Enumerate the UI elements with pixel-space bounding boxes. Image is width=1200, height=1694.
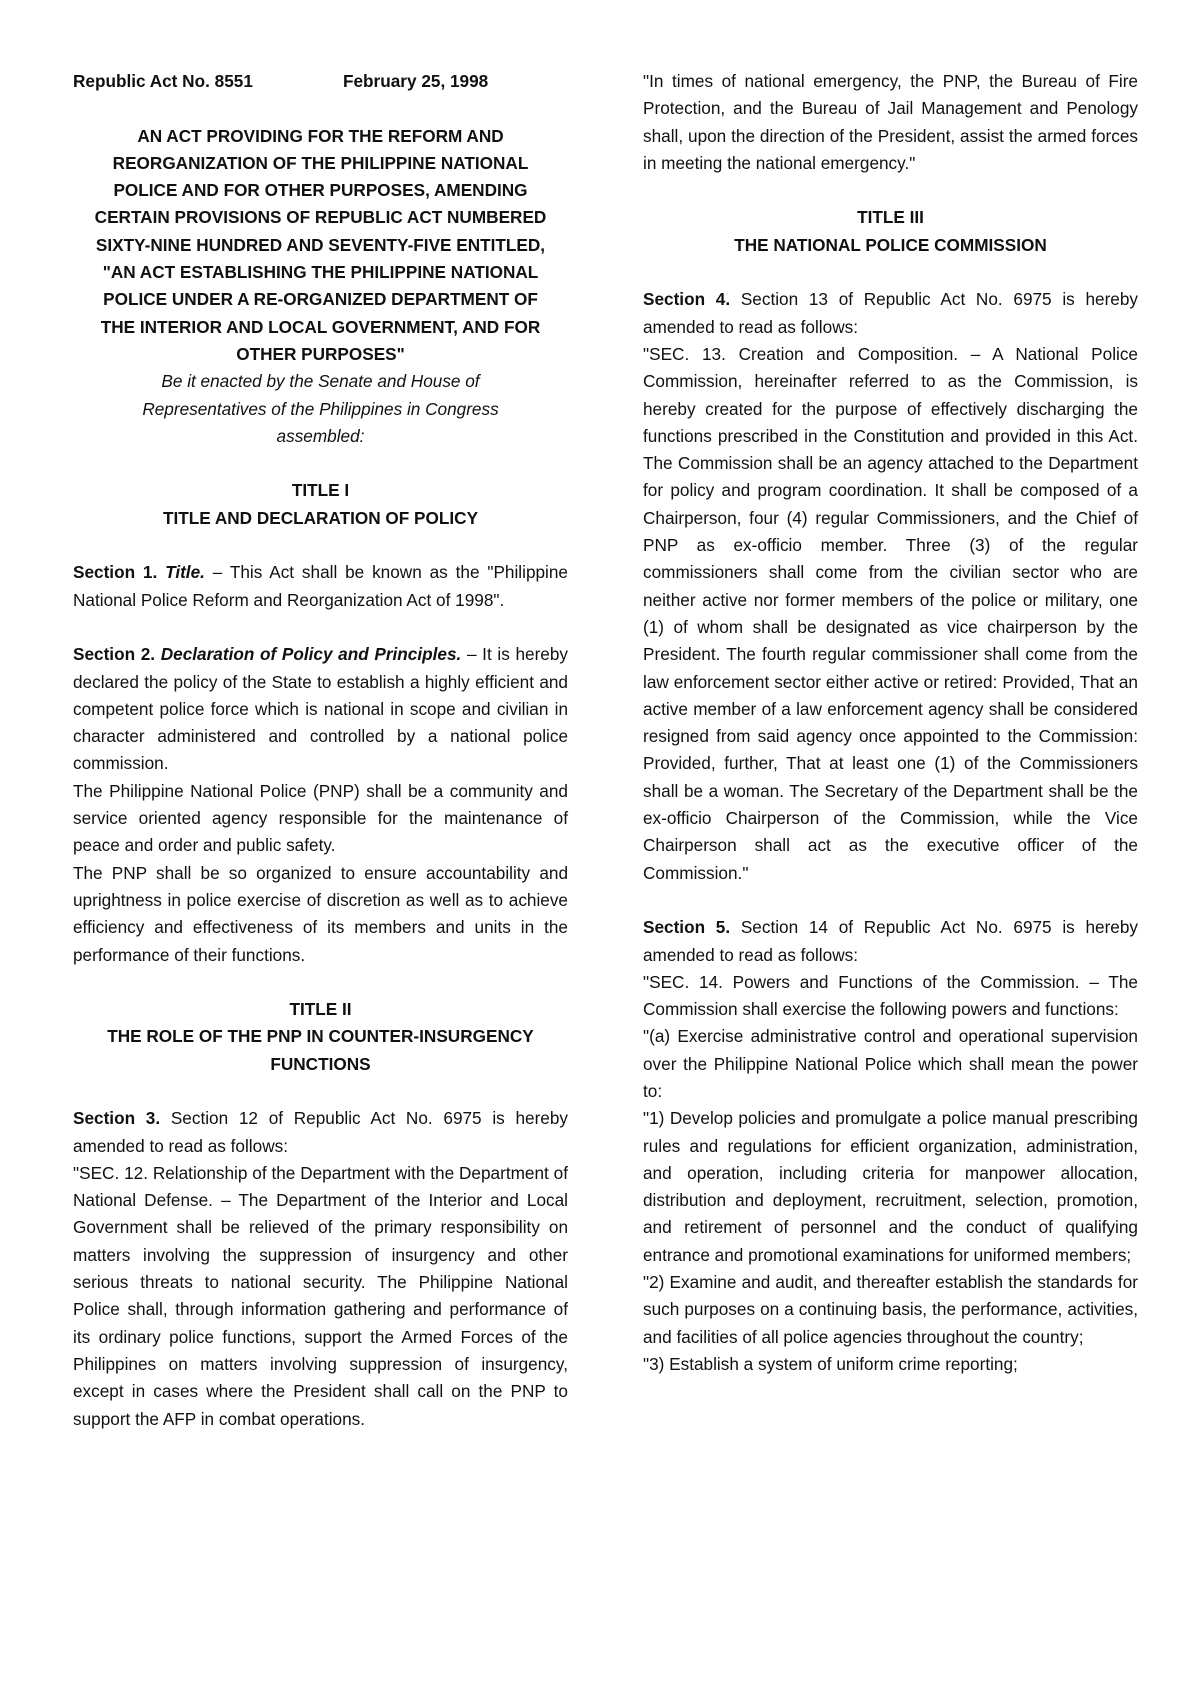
title-1-heading	[73, 477, 568, 532]
document-header	[73, 68, 568, 95]
section-label: Section 2.	[73, 644, 156, 665]
act-title	[73, 123, 568, 369]
left-column	[73, 68, 568, 1433]
section-4-quote: "SEC. 13. Creation and Composition. – A National Police Commission, hereinafter referred to as the Commission, is hereby created for the purpose of effectively discharging the functions prescribed in the Constitution and provided in this Act. The Commission shall be an agency attached to the Department for policy and program coordination. It shall be composed of a Chairperson, four (4) regular Commissioners, and the Chief of PNP as ex-officio member. Three (3) of the regular commissioners shall come from the civilian sector who are neither active nor former members of the police or military, one (1) of whom shall be designated as vice chairperson by the President. The fourth regular commissioner shall come from the law enforcement sector either active or retired: Provided, That an active member of a law enforcement agency shall be considered resigned from said agency once appointed to the Commission: Provided, further, That at least one (1) of the Commissioners shall be a woman. The Secretary of the Department shall be the ex-officio Chairperson of the Commission, while the Vice Chairperson shall act as the executive officer of the Commission."	[643, 343, 1138, 883]
title-name: TITLE AND DECLARATION OF POLICY	[162, 507, 479, 528]
section-5-quote: "SEC. 14. Powers and Functions of the Commission. – The Commission shall exercise the following powers and functions:	[643, 971, 1138, 1020]
section-2-paragraph: The Philippine National Police (PNP) shall be a community and service oriented agency responsible for the maintenance of peace and order and public safety.	[73, 780, 568, 856]
act-title-line: THE INTERIOR AND LOCAL GOVERNMENT, AND FOR	[100, 316, 541, 337]
title-name: THE ROLE OF THE PNP IN COUNTER-INSURGENCY	[107, 1026, 534, 1047]
title-3-heading	[643, 204, 1138, 259]
act-title-line: POLICE AND FOR OTHER PURPOSES, AMENDING	[113, 180, 528, 201]
section-label: Section 4.	[643, 289, 731, 310]
act-title-line: CERTAIN PROVISIONS OF REPUBLIC ACT NUMBERED	[94, 207, 547, 228]
act-title-line: "AN ACT ESTABLISHING THE PHILIPPINE NATIONAL	[102, 262, 539, 283]
section-5-item-3: "3) Establish a system of uniform crime reporting;	[643, 1353, 1018, 1374]
act-title-line: OTHER PURPOSES"	[236, 343, 405, 364]
enacting-clause-line: Representatives of the Philippines in Congress	[142, 398, 499, 419]
enacting-clause	[73, 368, 568, 450]
title-number: TITLE III	[857, 207, 924, 228]
section-text: Section 12 of Republic Act No. 6975 is hereby amended to read as follows:	[73, 1108, 569, 1156]
title-number: TITLE I	[291, 480, 350, 501]
act-date: February 25, 1998	[343, 71, 489, 91]
section-3-quote: "SEC. 12. Relationship of the Department with the Department of National Defense. – The Department of the Interior and Local Government shall be relieved of the primary responsibility on matters involving the suppression of insurgency and other serious threats to national security. The Philippine National Police shall, through information gathering and performance of its ordinary police functions, support the Armed Forces of the Philippines on matters involving suppression of insurgency, except in cases where the President shall call on the PNP to support the AFP in combat operations.	[73, 1162, 568, 1429]
act-title-line: POLICE UNDER A RE-ORGANIZED DEPARTMENT OF	[103, 289, 538, 310]
section-5-item-2: "2) Examine and audit, and thereafter establish the standards for such purposes on a continuing basis, the performance, activities, and facilities of all police agencies throughout the country;	[643, 1272, 1138, 1347]
section-5-item-1: "1) Develop policies and promulgate a police manual prescribing rules and regulations for efficient organization, administration, and operation, including criteria for manpower allocation, distribution and deployment, recruitment, selection, promotion, and retirement of personnel and the conduct of qualifying entrance and promotional examinations for uniformed members;	[643, 1108, 1138, 1265]
section-5-item-a: "(a) Exercise administrative control and operational supervision over the Philippine National Police which shall mean the power to:	[643, 1026, 1138, 1101]
section-label: Section 1.	[73, 562, 158, 583]
section-text: – This Act shall be known as the "Philippine National Police Reform and Reorganization Act of 1998".	[73, 562, 568, 610]
act-title-line: SIXTY-NINE HUNDRED AND SEVENTY-FIVE ENTITLED,	[95, 234, 546, 255]
section-5	[643, 914, 1138, 969]
section-4	[643, 286, 1138, 341]
act-number: Republic Act No. 8551	[73, 71, 253, 91]
section-text: Section 14 of Republic Act No. 6975 is hereby amended to read as follows:	[643, 917, 1139, 965]
section-label: Section 3.	[73, 1108, 161, 1129]
title-2-heading	[73, 996, 568, 1078]
act-title-line: REORGANIZATION OF THE PHILIPPINE NATIONAL	[112, 152, 529, 173]
right-column	[643, 68, 1138, 1378]
enacting-clause-line: assembled:	[276, 425, 365, 446]
section-2	[73, 641, 568, 777]
act-title-line: AN ACT PROVIDING FOR THE REFORM AND	[137, 125, 504, 146]
title-number: TITLE II	[289, 999, 352, 1020]
section-heading: Title.	[165, 562, 205, 583]
enacting-clause-line: Be it enacted by the Senate and House of	[161, 371, 480, 392]
section-2-paragraph: The PNP shall be so organized to ensure accountability and uprightness in police exercise of discretion as well as to achieve efficiency and effectiveness of its members and units in the performance of their functions.	[73, 862, 568, 965]
section-heading: Declaration of Policy and Principles.	[160, 644, 462, 665]
section-label: Section 5.	[643, 917, 731, 938]
title-name: FUNCTIONS	[270, 1053, 371, 1074]
title-name: THE NATIONAL POLICE COMMISSION	[734, 234, 1047, 255]
section-text: Section 13 of Republic Act No. 6975 is hereby amended to read as follows:	[643, 289, 1139, 337]
section-1	[73, 559, 568, 614]
section-3	[73, 1105, 568, 1160]
section-text: – It is hereby declared the policy of the State to establish a highly efficient and competent police force which is national in scope and civilian in character administered and controlled by a national police commission.	[73, 644, 569, 774]
section-3-quote-continued: "In times of national emergency, the PNP, the Bureau of Fire Protection, and the Bureau of Jail Management and Penology shall, upon the direction of the President, assist the armed forces in meeting the national emergency."	[643, 71, 1138, 173]
